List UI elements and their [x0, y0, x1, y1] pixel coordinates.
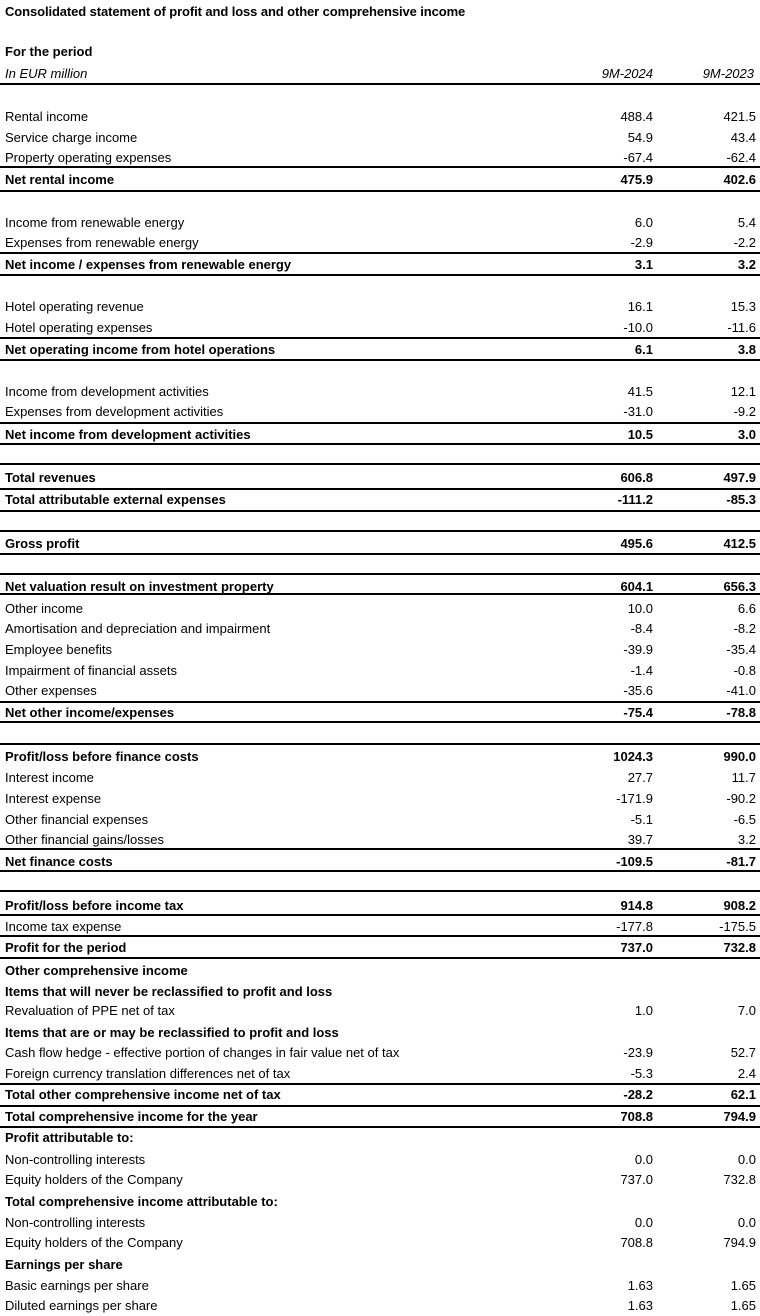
value-9m-2024: 10.0 — [627, 601, 653, 616]
value-9m-2024: 708.8 — [620, 1109, 653, 1124]
value-9m-2024: -177.8 — [616, 919, 653, 934]
statement-title: Consolidated statement of profit and loss and other comprehensive income — [5, 4, 466, 19]
value-9m-2024: 1.63 — [627, 1298, 653, 1313]
value-9m-2024: 39.7 — [627, 832, 653, 847]
row-label: Hotel operating expenses — [5, 320, 153, 335]
table-row — [0, 599, 760, 619]
row-label: Hotel operating revenue — [5, 299, 144, 314]
table-row — [0, 382, 760, 402]
table-row — [0, 468, 760, 488]
value-9m-2023: 0.0 — [737, 1215, 756, 1230]
value-9m-2023: 794.9 — [723, 1109, 756, 1124]
row-label: Foreign currency translation differences net of tax — [5, 1066, 291, 1081]
value-9m-2024: -67.4 — [623, 150, 653, 165]
period-label: For the period — [5, 44, 93, 59]
row-label: Net valuation result on investment property — [5, 579, 274, 594]
value-9m-2023: -11.6 — [727, 320, 756, 335]
value-9m-2024: 475.9 — [620, 172, 653, 187]
value-9m-2024: 6.0 — [634, 215, 653, 230]
rule-line — [0, 510, 760, 512]
value-9m-2024: -1.4 — [630, 663, 653, 678]
value-9m-2023: -175.5 — [719, 919, 756, 934]
value-9m-2023: 3.0 — [737, 427, 756, 442]
value-9m-2024: -8.4 — [630, 621, 653, 636]
row-label: Net other income/expenses — [5, 705, 175, 720]
table-row — [0, 402, 760, 422]
value-9m-2024: 606.8 — [620, 470, 653, 485]
row-label: Profit/loss before finance costs — [5, 749, 199, 764]
value-9m-2024: -39.9 — [623, 642, 653, 657]
value-9m-2024: -75.4 — [623, 705, 653, 720]
value-9m-2023: -8.2 — [733, 621, 756, 636]
table-row — [0, 810, 760, 830]
value-9m-2023: 990.0 — [723, 749, 756, 764]
value-9m-2024: -5.1 — [630, 812, 653, 827]
table-row — [0, 534, 760, 554]
value-9m-2023: -85.3 — [726, 492, 756, 507]
row-label: Other expenses — [5, 683, 97, 698]
rule-line — [0, 743, 760, 745]
row-label: Interest expense — [5, 791, 102, 806]
value-9m-2024: 54.9 — [627, 130, 653, 145]
column-header-9m-2023: 9M-2023 — [702, 66, 754, 81]
table-row — [0, 1150, 760, 1170]
value-9m-2023: -81.7 — [726, 854, 756, 869]
value-9m-2023: 62.1 — [730, 1087, 756, 1102]
value-9m-2024: 6.1 — [634, 342, 653, 357]
value-9m-2023: 794.9 — [723, 1235, 756, 1250]
table-row — [0, 852, 760, 872]
table-row — [0, 1085, 760, 1105]
table-row — [0, 1043, 760, 1063]
table-row — [0, 255, 760, 275]
value-9m-2023: -62.4 — [726, 150, 756, 165]
table-row — [0, 107, 760, 127]
rule-line — [0, 463, 760, 465]
value-9m-2024: 0.0 — [634, 1215, 653, 1230]
table-row — [0, 577, 760, 597]
value-9m-2023: -90.2 — [726, 791, 756, 806]
value-9m-2024: 708.8 — [620, 1235, 653, 1250]
value-9m-2023: 12.1 — [730, 384, 756, 399]
table-row — [0, 640, 760, 660]
value-9m-2024: -109.5 — [616, 854, 653, 869]
row-label: Net rental income — [5, 172, 115, 187]
row-label: Non-controlling interests — [5, 1215, 146, 1230]
table-row — [0, 703, 760, 723]
rule-line — [0, 890, 760, 892]
value-9m-2023: 497.9 — [723, 470, 756, 485]
table-row — [0, 982, 760, 1002]
table-row — [0, 1255, 760, 1275]
table-row — [0, 661, 760, 681]
value-9m-2023: 6.6 — [737, 601, 756, 616]
value-9m-2024: 3.1 — [634, 257, 653, 272]
value-9m-2024: 0.0 — [634, 1152, 653, 1167]
unit-label: In EUR million — [5, 66, 88, 81]
table-row — [0, 1213, 760, 1233]
value-9m-2024: 495.6 — [620, 536, 653, 551]
value-9m-2023: 7.0 — [737, 1003, 756, 1018]
table-row — [0, 896, 760, 916]
value-9m-2023: 15.3 — [730, 299, 756, 314]
table-row — [0, 1128, 760, 1148]
value-9m-2023: -41.0 — [726, 683, 756, 698]
value-9m-2024: 1.63 — [627, 1278, 653, 1293]
value-9m-2024: -111.2 — [617, 492, 653, 507]
table-row — [0, 961, 760, 981]
value-9m-2024: 488.4 — [620, 109, 653, 124]
table-row — [0, 768, 760, 788]
value-9m-2023: 656.3 — [723, 579, 756, 594]
row-label: Net finance costs — [5, 854, 113, 869]
row-label: Profit attributable to: — [5, 1130, 134, 1145]
value-9m-2023: 3.2 — [737, 257, 756, 272]
row-label: Impairment of financial assets — [5, 663, 177, 678]
row-label: Revaluation of PPE net of tax — [5, 1003, 175, 1018]
row-label: Diluted earnings per share — [5, 1298, 158, 1313]
table-row — [0, 213, 760, 233]
table-row — [0, 1276, 760, 1296]
row-label: Total comprehensive income attributable to: — [5, 1194, 278, 1209]
value-9m-2024: -23.9 — [623, 1045, 653, 1060]
row-label: Net income / expenses from renewable energy — [5, 257, 292, 272]
row-label: Income from development activities — [5, 384, 209, 399]
row-label: Profit/loss before income tax — [5, 898, 184, 913]
row-label: Other income — [5, 601, 84, 616]
value-9m-2024: 1024.3 — [613, 749, 653, 764]
row-label: Total revenues — [5, 470, 96, 485]
rule-line — [0, 190, 760, 192]
table-row — [0, 318, 760, 338]
value-9m-2024: 1.0 — [634, 1003, 653, 1018]
row-label: Property operating expenses — [5, 150, 172, 165]
row-label: Basic earnings per share — [5, 1278, 149, 1293]
value-9m-2024: 914.8 — [620, 898, 653, 913]
value-9m-2023: -9.2 — [733, 404, 756, 419]
value-9m-2024: 737.0 — [620, 1172, 653, 1187]
value-9m-2023: 0.0 — [737, 1152, 756, 1167]
value-9m-2024: -5.3 — [630, 1066, 653, 1081]
row-label: Earnings per share — [5, 1257, 123, 1272]
value-9m-2023: 11.7 — [731, 770, 756, 785]
row-label: Other financial gains/losses — [5, 832, 164, 847]
row-label: Equity holders of the Company — [5, 1235, 183, 1250]
value-9m-2024: 737.0 — [620, 940, 653, 955]
table-row — [0, 297, 760, 317]
value-9m-2023: 5.4 — [737, 215, 756, 230]
value-9m-2024: 10.5 — [627, 427, 653, 442]
row-label: Income from renewable energy — [5, 215, 185, 230]
row-label: Interest income — [5, 770, 94, 785]
value-9m-2023: 402.6 — [723, 172, 756, 187]
column-header-9m-2024: 9M-2024 — [601, 66, 653, 81]
value-9m-2023: 732.8 — [723, 940, 756, 955]
value-9m-2024: -35.6 — [623, 683, 653, 698]
row-label: Equity holders of the Company — [5, 1172, 183, 1187]
value-9m-2023: -35.4 — [726, 642, 756, 657]
table-row — [0, 490, 760, 510]
row-label: Expenses from development activities — [5, 404, 224, 419]
table-row — [0, 1296, 760, 1316]
value-9m-2024: -28.2 — [623, 1087, 653, 1102]
row-label: Items that will never be reclassified to profit and loss — [5, 984, 333, 999]
table-row — [0, 938, 760, 958]
row-label: Other comprehensive income — [5, 963, 188, 978]
row-label: Income tax expense — [5, 919, 122, 934]
row-label: Net operating income from hotel operations — [5, 342, 276, 357]
value-9m-2023: 3.2 — [737, 832, 756, 847]
row-label: Other financial expenses — [5, 812, 149, 827]
table-row — [0, 1023, 760, 1043]
table-row — [0, 340, 760, 360]
value-9m-2023: 43.4 — [730, 130, 756, 145]
row-label: Expenses from renewable energy — [5, 235, 199, 250]
table-row — [0, 1064, 760, 1084]
rule-line — [0, 83, 760, 85]
table-row — [0, 747, 760, 767]
table-row — [0, 789, 760, 809]
table-row — [0, 233, 760, 253]
value-9m-2023: 421.5 — [723, 109, 756, 124]
table-row — [0, 425, 760, 445]
value-9m-2024: -10.0 — [623, 320, 653, 335]
value-9m-2023: -2.2 — [733, 235, 756, 250]
table-row — [0, 170, 760, 190]
value-9m-2023: 3.8 — [737, 342, 756, 357]
row-label: Non-controlling interests — [5, 1152, 146, 1167]
table-row — [0, 128, 760, 148]
table-row — [0, 681, 760, 701]
table-row — [0, 1001, 760, 1021]
table-row — [0, 917, 760, 937]
value-9m-2024: 41.5 — [627, 384, 653, 399]
table-row — [0, 830, 760, 850]
value-9m-2024: 27.7 — [627, 770, 653, 785]
table-row — [0, 1107, 760, 1127]
value-9m-2024: -31.0 — [623, 404, 653, 419]
row-label: Items that are or may be reclassified to profit and loss — [5, 1025, 339, 1040]
row-label: Gross profit — [5, 536, 80, 551]
row-label: Total comprehensive income for the year — [5, 1109, 258, 1124]
value-9m-2023: -78.8 — [726, 705, 756, 720]
row-label: Profit for the period — [5, 940, 127, 955]
value-9m-2024: -2.9 — [630, 235, 653, 250]
value-9m-2024: 604.1 — [620, 579, 653, 594]
row-label: Rental income — [5, 109, 89, 124]
value-9m-2023: 1.65 — [730, 1278, 756, 1293]
value-9m-2023: 52.7 — [730, 1045, 756, 1060]
row-label: Service charge income — [5, 130, 138, 145]
value-9m-2023: -0.8 — [733, 663, 756, 678]
row-label: Cash flow hedge - effective portion of changes in fair value net of tax — [5, 1045, 400, 1060]
row-label: Amortisation and depreciation and impairment — [5, 621, 271, 636]
table-row — [0, 619, 760, 639]
table-row — [0, 148, 760, 168]
rule-line — [0, 573, 760, 575]
value-9m-2023: 1.65 — [730, 1298, 756, 1313]
value-9m-2023: 732.8 — [723, 1172, 756, 1187]
value-9m-2024: -171.9 — [616, 791, 653, 806]
value-9m-2023: 412.5 — [723, 536, 756, 551]
table-row — [0, 1170, 760, 1190]
value-9m-2023: 2.4 — [737, 1066, 756, 1081]
row-label: Total other comprehensive income net of tax — [5, 1087, 281, 1102]
rule-line — [0, 530, 760, 532]
row-label: Total attributable external expenses — [5, 492, 226, 507]
value-9m-2024: 16.1 — [627, 299, 653, 314]
table-row — [0, 1192, 760, 1212]
row-label: Net income from development activities — [5, 427, 251, 442]
value-9m-2023: -6.5 — [733, 812, 756, 827]
rule-line — [0, 422, 760, 424]
table-row — [0, 1233, 760, 1253]
value-9m-2023: 908.2 — [723, 898, 756, 913]
row-label: Employee benefits — [5, 642, 112, 657]
